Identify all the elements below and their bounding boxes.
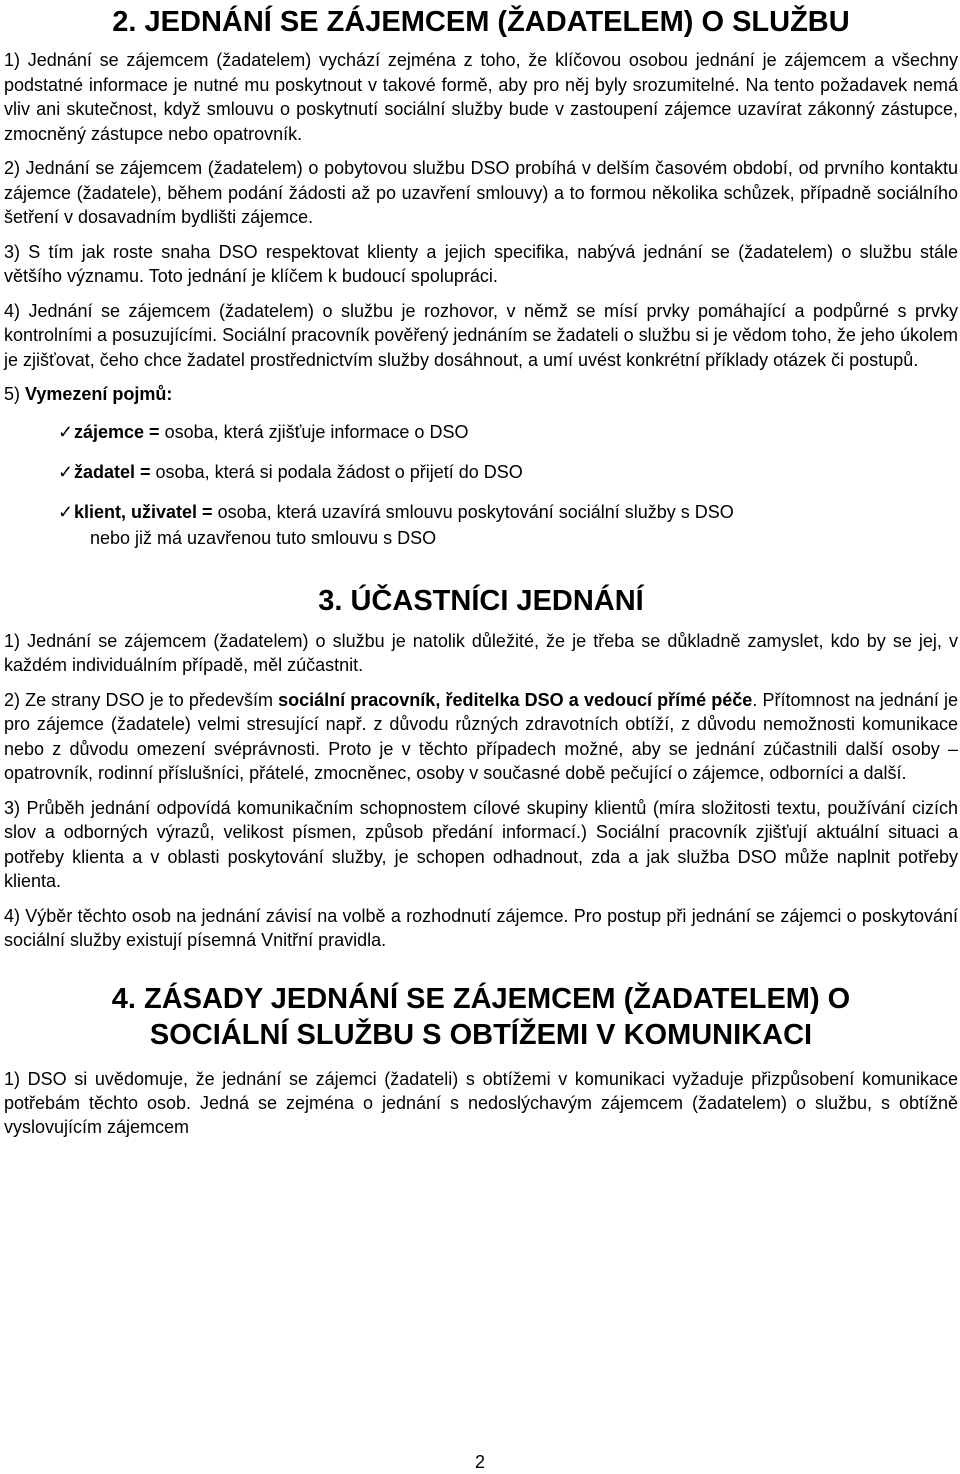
- section-2-paragraph-3: 3) S tím jak roste snaha DSO respektovat klienty a jejich specifika, nabývá jednání se (žadatelem) o službu stále většího významu. Toto jednání je klíčem k budoucí spolupráci.: [4, 241, 958, 286]
- section-4-heading-line-1: 4. ZÁSADY JEDNÁNÍ SE ZÁJEMCEM (ŽADATELEM) O: [111, 982, 851, 1015]
- section-2-paragraph-2: 2) Jednání se zájemcem (žadatelem) o pobytovou službu DSO probíhá v delším časovém období, od prvního kontaktu zájemce (žadatele), během podání žádosti až po uzavření smlouvy) a to formou několika schůzek, případně sociálního šetření v dosavadním bydlišti zájemce.: [4, 158, 958, 227]
- definition-text: osoba, která zjišťuje informace o DSO: [159, 421, 469, 442]
- section-4-paragraph-1: 1) DSO si uvědomuje, že jednání se zájemci (žadateli) s obtížemi v komunikaci vyžaduje přizpůsobení komunikace potřebám těchto osob. Jedná se zejména o jednání s nedoslýchavým zájemcem (žadatelem) o službu, s obtížně vyslovujícím zájemcem: [4, 1068, 958, 1137]
- section-3-paragraph-1: 1) Jednání se zájemcem (žadatelem) o službu je natolik důležité, že je třeba se důkladně zamyslet, kdo by se jej, v každém individuálním případě, měl zúčastnit.: [4, 630, 958, 675]
- definition-term: klient, uživatel =: [74, 501, 213, 522]
- section-3-paragraph-4: 4) Výběr těchto osob na jednání závisí na volbě a rozhodnutí zájemce. Pro postup při jednání se zájemci o poskytování sociální služby existují písemná Vnitřní pravidla.: [4, 905, 958, 950]
- page-number: 2: [474, 1452, 485, 1472]
- paragraph-text: . Přítomnost na jednání je pro zájemce (žadatele) velmi stresující např. z důvodu různých zdravotních obtíží, z důvodu nemožnosti komunikace nebo z důvodu omezení svéprávnosti. Proto je v těchto případech možné, aby se jednání zúčastnili další osoby – opatrovník, rodinní příslušníci, přátelé, zmocněnec, osoby v současné době pečující o zájemce, odborníci a další.: [4, 689, 959, 783]
- checkmark-icon: ✓: [58, 501, 74, 522]
- definition-term: zájemce =: [74, 421, 160, 442]
- definition-item: [58, 419, 958, 445]
- paragraph-emphasis: sociální pracovník, ředitelka DSO a vedoucí přímé péče: [278, 689, 753, 710]
- checkmark-icon: ✓: [58, 421, 74, 442]
- definition-text: osoba, která uzavírá smlouvu poskytování sociální služby s DSO: [212, 501, 734, 522]
- section-2-paragraph-1: 1) Jednání se zájemcem (žadatelem) vychází zejména z toho, že klíčovou osobou jednání je zájemcem a všechny podstatné informace je nutné mu poskytnout v takové formě, aby pro něj byly srozumitelné. Na tento požadavek nemá vliv ani skutečnost, když smlouvu o poskytnutí sociální služby bude v zastoupení zájemce uzavírat zákonný zástupce, zmocněný zástupce nebo opatrovník.: [4, 50, 958, 144]
- definition-text: osoba, která si podala žádost o přijetí do DSO: [150, 461, 523, 482]
- definitions-title: Vymezení pojmů:: [25, 384, 173, 404]
- definition-continuation: nebo již má uzavřenou tuto smlouvu s DSO: [90, 527, 437, 548]
- definitions-number: 5): [4, 384, 26, 404]
- section-3-heading: 3. ÚČASTNÍCI JEDNÁNÍ: [318, 584, 644, 617]
- definition-item: [58, 499, 958, 551]
- section-4-heading-line-2: SOCIÁLNÍ SLUŽBU S OBTÍŽEMI V KOMUNIKACI: [149, 1018, 813, 1051]
- definitions-heading: [4, 382, 958, 407]
- definitions-list: [4, 419, 958, 551]
- section-3-paragraph-3: 3) Průběh jednání odpovídá komunikačním schopnostem cílové skupiny klientů (míra složitosti textu, používání cizích slov a odborných výrazů, velikost písmen, způsob předání informací.) Sociální pracovník zjišťují aktuální situaci a potřeby klienta a v oblasti poskytování služby, je schopen odhadnout, zda a jak služba DSO může naplnit potřeby klienta.: [4, 797, 958, 891]
- definition-item: [58, 459, 958, 485]
- section-4-heading: [4, 981, 958, 1053]
- section-2-heading: 2. JEDNÁNÍ SE ZÁJEMCEM (ŽADATELEM) O SLUŽBU: [112, 6, 850, 38]
- paragraph-text: 2) Ze strany DSO je to především: [4, 689, 279, 710]
- section-3-paragraph-2: [4, 688, 958, 786]
- definition-term: žadatel =: [74, 461, 151, 482]
- checkmark-icon: ✓: [58, 461, 74, 482]
- section-2-paragraph-4: 4) Jednání se zájemcem (žadatelem) o službu je rozhovor, v němž se mísí prvky pomáhající a podpůrné s prvky kontrolními a posuzujícími. Sociální pracovník pověřený jednáním se žadateli o službu si je vědom toho, že jeho úkolem je zjišťovat, čeho chce žadatel prostřednictvím služby dosáhnout, a umí uvést konkrétní příklady otázek či postupů.: [4, 300, 958, 370]
